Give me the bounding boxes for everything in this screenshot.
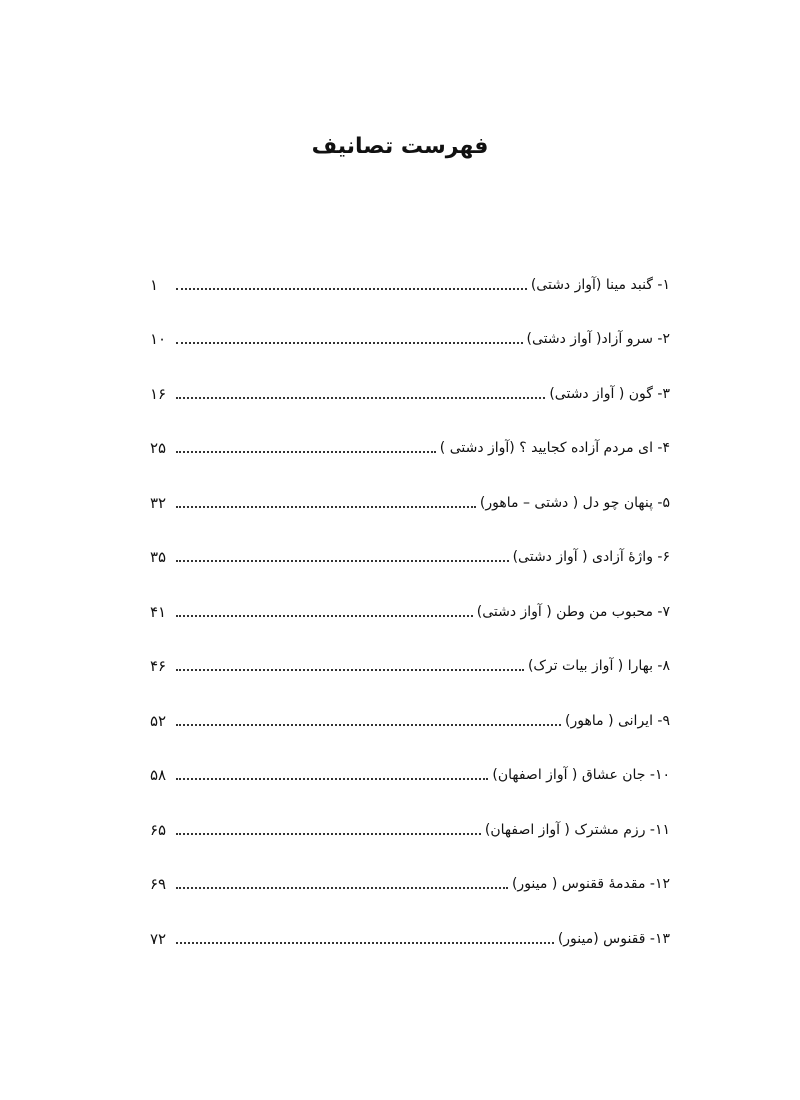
page-number: ۶۹: [150, 875, 167, 893]
dot-leader: [176, 559, 509, 562]
toc-entry[interactable]: [150, 840, 670, 895]
entry-title: ۵- پنهان چو دل ( دشتی – ماهور): [479, 494, 670, 511]
entry-title: ۴- ای مردم آزاده کجایید ؟ (آواز دشتی ): [439, 440, 670, 456]
entry-title: ۱۱- رزم مشترک ( آواز اصفهان): [484, 821, 670, 838]
dot-leader: [176, 668, 524, 671]
page-title: فهرست تصانیف: [311, 134, 489, 159]
dot-leader: [176, 396, 545, 399]
page-number: ۱۶: [150, 384, 167, 403]
dot-leader: [176, 287, 527, 290]
dot-leader: [176, 614, 473, 617]
dot-leader: [176, 341, 523, 344]
dot-leader: [176, 941, 554, 944]
entry-title: ۸- بهارا ( آواز بیات ترک): [527, 658, 670, 674]
entry-title: ۳- گون ( آواز دشتی): [549, 385, 670, 402]
toc-entry[interactable]: [150, 513, 670, 568]
dot-leader: [176, 777, 488, 780]
table-of-contents: [150, 240, 670, 949]
toc-entry[interactable]: [150, 894, 670, 949]
page-number: ۴۶: [150, 657, 167, 675]
toc-entry[interactable]: [150, 295, 670, 350]
page-number: ۵۸: [150, 766, 167, 784]
entry-title: ۷- محبوب من وطن ( آواز دشتی): [476, 603, 670, 620]
dot-leader: [176, 832, 481, 835]
toc-entry[interactable]: [150, 785, 670, 840]
page-number: ۴۱: [150, 602, 167, 621]
page-number: ۱۰: [150, 330, 167, 348]
entry-title: ۹- ایرانی ( ماهور): [565, 712, 670, 729]
toc-entry[interactable]: [150, 404, 670, 459]
dot-leader: [176, 450, 436, 453]
entry-title: ۱۰- جان عشاق ( آواز اصفهان): [492, 767, 670, 783]
dot-leader: [176, 886, 508, 889]
dot-leader: [176, 505, 476, 508]
entry-title: ۶- واژهٔ آزادی ( آواز دشتی): [512, 549, 670, 565]
toc-entry[interactable]: [150, 349, 670, 404]
page-number: ۱: [150, 275, 159, 294]
page-number: ۶۵: [150, 820, 167, 839]
dot-leader: [176, 723, 561, 726]
toc-entry[interactable]: [150, 622, 670, 677]
page-number: ۳۵: [150, 548, 167, 566]
toc-entry[interactable]: [150, 567, 670, 622]
page-number: ۷۲: [150, 929, 167, 948]
toc-entry[interactable]: [150, 458, 670, 513]
toc-entry[interactable]: [150, 240, 670, 295]
toc-entry[interactable]: [150, 676, 670, 731]
page-number: ۲۵: [150, 439, 167, 457]
page-number: ۵۲: [150, 711, 167, 730]
entry-title: ۲- سرو آزاد( آواز دشتی): [526, 331, 670, 347]
page-number: ۳۲: [150, 493, 167, 512]
entry-title: ۱۲- مقدمهٔ ققنوس ( مینور): [511, 876, 670, 892]
entry-title: ۱- گنبد مینا (آواز دشتی): [530, 276, 670, 293]
entry-title: ۱۳- ققنوس (مینور): [557, 930, 670, 947]
toc-entry[interactable]: [150, 731, 670, 786]
